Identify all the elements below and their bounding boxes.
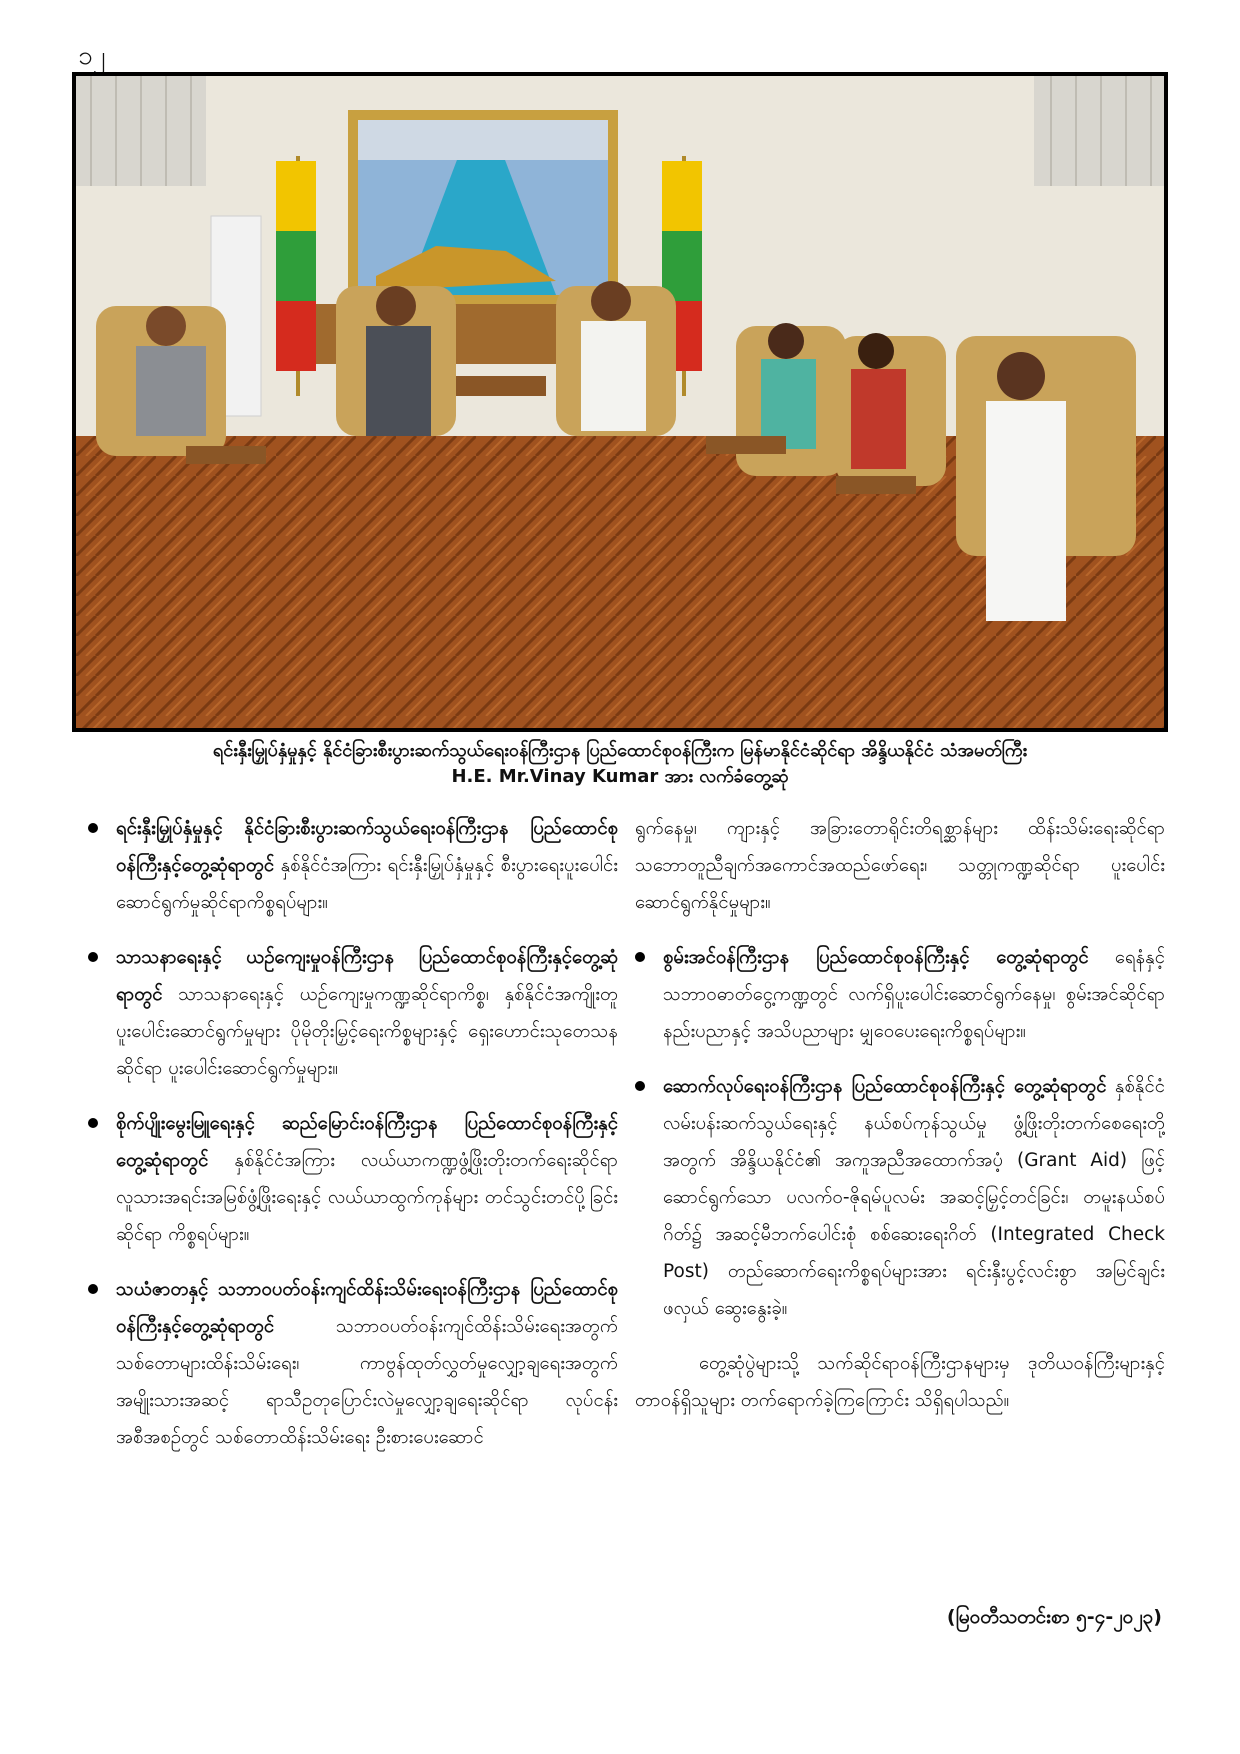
bullet-icon [635, 1081, 645, 1091]
item-text: သဘာဝပတ်ဝန်းကျင်ထိန်းသိမ်းရေးအတွက် သစ်တောများထိန်းသိမ်းရေး၊ ကာဗွန်ထုတ်လွှတ်မှုလျှော့ချရေးအတွက် အမျိုးသားအဆင့် ရာသီဥတုပြောင်းလဲမှုလျှော့ချရေးဆိုင်ရာ လုပ်ငန်းအစီအစဉ်တွင် သစ်တောထိန်းသိမ်းရေး ဦးစားပေးဆောင် [116, 1316, 618, 1448]
item-text: နှစ်နိုင်ငံအကြား ရင်းနှီးမြှုပ်နှံမှုနှင့် စီးပွားရေးပူးပေါင်းဆောင်ရွက်မှုဆိုင်ရာကိစ္စရပ်များ။ [116, 855, 618, 913]
left-column [88, 810, 618, 1474]
bullet-icon [635, 952, 645, 962]
item-lead: စွမ်းအင်ဝန်ကြီးဌာန ပြည်ထောင်စုဝန်ကြီးနှင့် တွေ့ဆုံရာတွင် [663, 947, 1089, 968]
list-item [88, 1105, 618, 1253]
item-lead: သယံဇာတနှင့် သဘာဝပတ်ဝန်းကျင်ထိန်းသိမ်းရေးဝန်ကြီးဌာန ပြည်ထောင်စုဝန်ကြီးနှင့်တွေ့ဆုံရာတွင် [116, 1279, 618, 1337]
item-text: ရေနံနှင့် သဘာဝဓာတ်ငွေ့ကဏ္ဍတွင် လက်ရှိပူးပေါင်းဆောင်ရွက်နေမှု၊ စွမ်းအင်ဆိုင်ရာ နည်းပညာနှင့် အသိပညာများ မျှဝေပေးရေးကိစ္စရပ်များ။ [663, 947, 1165, 1042]
list-item [88, 810, 618, 921]
list-item [88, 939, 618, 1087]
caption-line-2: H.E. Mr.Vinay Kumar အား လက်ခံတွေ့ဆုံ [451, 766, 789, 787]
news-source: (မြဝတီသတင်းစာ ၅-၄-၂၀၂၃) [946, 1606, 1162, 1628]
continuation-text: ရွက်နေမှု၊ ကျားနှင့် အခြားတောရိုင်းတိရစ္ဆာန်များ ထိန်းသိမ်းရေးဆိုင်ရာ သဘောတူညီချက်အကောင်အထည်ဖော်ရေး၊ သတ္တုကဏ္ဍဆိုင်ရာ ပူးပေါင်းဆောင်ရွက်နိုင်မှုများ။ [635, 818, 1165, 913]
bullet-icon [88, 952, 98, 962]
list-item [88, 1271, 618, 1456]
list-item [635, 939, 1165, 1050]
item-text: နှစ်နိုင်ငံလမ်းပန်းဆက်သွယ်ရေးနှင့် နယ်စပ်ကုန်သွယ်မှု ဖွံ့ဖြိုးတိုးတက်စေရေးတို့အတွက် အိန္ဒိယနိုင်ငံ၏ အကူအညီအထောက်အပံ့ (Grant Aid) ဖြင့် ဆောင်ရွက်သော ပလက်ဝ-ဇိုရမ်ပူလမ်း အဆင့်မြှင့်တင်ခြင်း၊ တမူးနယ်စပ်ဂိတ်၌ အဆင့်မီဘက်ပေါင်းစုံ စစ်ဆေးရေးဂိတ် (Integrated Check Post) တည်ဆောက်ရေးကိစ္စရပ်များအား ရင်းနှီးပွင့်လင်းစွာ အမြင်ချင်းဖလှယ် ဆွေးနွေးခဲ့။ [663, 1076, 1165, 1319]
bullet-icon [88, 823, 98, 833]
list-item [635, 1068, 1165, 1327]
page-number: ၁၂ [78, 41, 106, 71]
closing-paragraph: တွေ့ဆုံပွဲများသို့ သက်ဆိုင်ရာဝန်ကြီးဌာနများမှ ဒုတိယဝန်ကြီးများနှင့် တာဝန်ရှိသူများ တက်ရောက်ခဲ့ကြကြောင်း သိရှိရပါသည်။ [635, 1353, 1165, 1411]
meeting-photo [72, 72, 1168, 732]
caption-line-1: ရင်းနှီးမြှုပ်နှံမှုနှင့် နိုင်ငံခြားစီးပွားဆက်သွယ်ရေးဝန်ကြီးဌာန ပြည်ထောင်စုဝန်ကြီးက မြန်မာနိုင်ငံဆိုင်ရာ အိန္ဒိယနိုင်ငံ သံအမတ်ကြီး [212, 740, 1028, 761]
bullet-icon [88, 1118, 98, 1128]
item-text: သာသနာရေးနှင့် ယဉ်ကျေးမှုကဏ္ဍဆိုင်ရာကိစ္စ၊ နှစ်နိုင်ငံအကျိုးတူပူးပေါင်းဆောင်ရွက်မှုများ ပိုမိုတိုးမြှင့်ရေးကိစ္စများနှင့် ရှေးဟောင်းသုတေသနဆိုင်ရာ ပူးပေါင်းဆောင်ရွက်မှုများ။ [116, 984, 618, 1079]
meeting-room-photo-icon [76, 76, 1164, 728]
item-lead: ရင်းနှီးမြှုပ်နှံမှုနှင့် နိုင်ငံခြားစီးပွားဆက်သွယ်ရေးဝန်ကြီးဌာန ပြည်ထောင်စုဝန်ကြီးနှင့်တွေ့ဆုံရာတွင် [116, 818, 618, 876]
item-lead: စိုက်ပျိုးမွေးမြူရေးနှင့် ဆည်မြောင်းဝန်ကြီးဌာန ပြည်ထောင်စုဝန်ကြီးနှင့်တွေ့ဆုံရာတွင် [116, 1113, 618, 1171]
item-lead: သာသနာရေးနှင့် ယဉ်ကျေးမှုဝန်ကြီးဌာန ပြည်ထောင်စုဝန်ကြီးနှင့်တွေ့ဆုံရာတွင် [116, 947, 618, 1005]
item-lead: ဆောက်လုပ်ရေးဝန်ကြီးဌာန ပြည်ထောင်စုဝန်ကြီးနှင့် တွေ့ဆုံရာတွင် [663, 1076, 1107, 1097]
bullet-icon [88, 1284, 98, 1294]
item-text: နှစ်နိုင်ငံအကြား လယ်ယာကဏ္ဍဖွံ့ဖြိုးတိုးတက်ရေးဆိုင်ရာ လူသားအရင်းအမြစ်ဖွံ့ဖြိုးရေးနှင့် လယ်ယာထွက်ကုန်များ တင်သွင်းတင်ပို့ခြင်းဆိုင်ရာ ကိစ္စရပ်များ။ [116, 1150, 618, 1245]
right-column [635, 810, 1165, 1437]
